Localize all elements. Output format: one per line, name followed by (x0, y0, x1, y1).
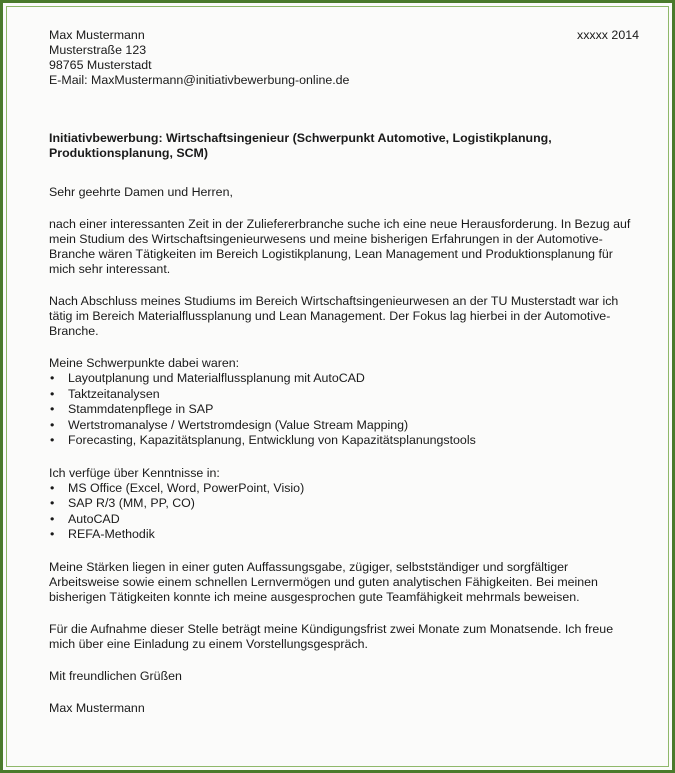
paragraph-strengths: Meine Stärken liegen in einer guten Auffassungsgabe, zügiger, selbstständiger und sorgfältiger Arbeitsweise sowie einem schnellen Lernvermögen und guten analytischen Fähigkeiten. Bei meinen bisherigen Tätigkeiten konnte ich meine ausgesprochen gute Teamfähigkeit mehrmals beweisen. (49, 559, 598, 604)
list-item: • Forecasting, Kapazitätsplanung, Entwicklung von Kapazitätsplanungstools (49, 433, 639, 449)
list-item: • SAP R/3 (MM, PP, CO) (49, 496, 639, 512)
signature-name: Max Mustermann (49, 700, 145, 715)
salutation: Sehr geehrte Damen und Herren, (49, 185, 233, 199)
letter-date: xxxxx 2014 (577, 28, 639, 42)
list-item: • Taktzeitanalysen (49, 387, 639, 403)
paragraph-studies: Nach Abschluss meines Studiums im Bereich Wirtschaftsingenieurwesen an der TU Musterstadt war ich tätig im Bereich Materialflussplanung und Lean Management. Der Fokus lag hierbei in der Automotive-Branche. (49, 294, 619, 338)
sender-name: Max Mustermann (49, 28, 145, 42)
list-item: • REFA-Methodik (49, 527, 639, 543)
skills-list (49, 481, 639, 543)
skills-list-intro: Ich verfüge über Kenntnisse in: (49, 465, 220, 480)
list-item: • Stammdatenpflege in SAP (49, 402, 639, 418)
closing-phrase: Mit freundlichen Grüßen (49, 668, 182, 683)
sender-address-block (49, 28, 639, 88)
paragraph-intro: nach einer interessanten Zeit in der Zuliefererbranche suche ich eine neue Herausforderung. In Bezug auf mein Studium des Wirtschaftsingenieurwesens und meine bisherigen Erfahrungen in der Automotive-Branche wären Tätigkeiten im Bereich Logistikplanung, Lean Management und Produktionsplanung für mich sehr interessant. (49, 217, 631, 276)
list-item: • AutoCAD (49, 512, 639, 528)
focus-list-intro: Meine Schwerpunkte dabei waren: (49, 356, 240, 370)
list-item: • MS Office (Excel, Word, PowerPoint, Visio) (49, 481, 639, 497)
letter-subject: Initiativbewerbung: Wirtschaftsingenieur (Schwerpunkt Automotive, Logistikplanung, Produktionsplanung, SCM) (49, 131, 552, 160)
sender-street: Musterstraße 123 (49, 43, 147, 57)
paragraph-notice: Für die Aufnahme dieser Stelle beträgt meine Kündigungsfrist zwei Monate zum Monatsende. Ich freue mich über eine Einladung zu einem Vorstellungsgespräch. (49, 621, 614, 651)
sender-email: E-Mail: MaxMustermann@initiativbewerbung-online.de (49, 73, 350, 87)
sender-city: 98765 Musterstadt (49, 58, 152, 72)
focus-list (49, 371, 639, 449)
letter-page (49, 28, 639, 716)
list-item: • Layoutplanung und Materialflussplanung mit AutoCAD (49, 371, 639, 387)
list-item: • Wertstromanalyse / Wertstromdesign (Value Stream Mapping) (49, 418, 639, 434)
